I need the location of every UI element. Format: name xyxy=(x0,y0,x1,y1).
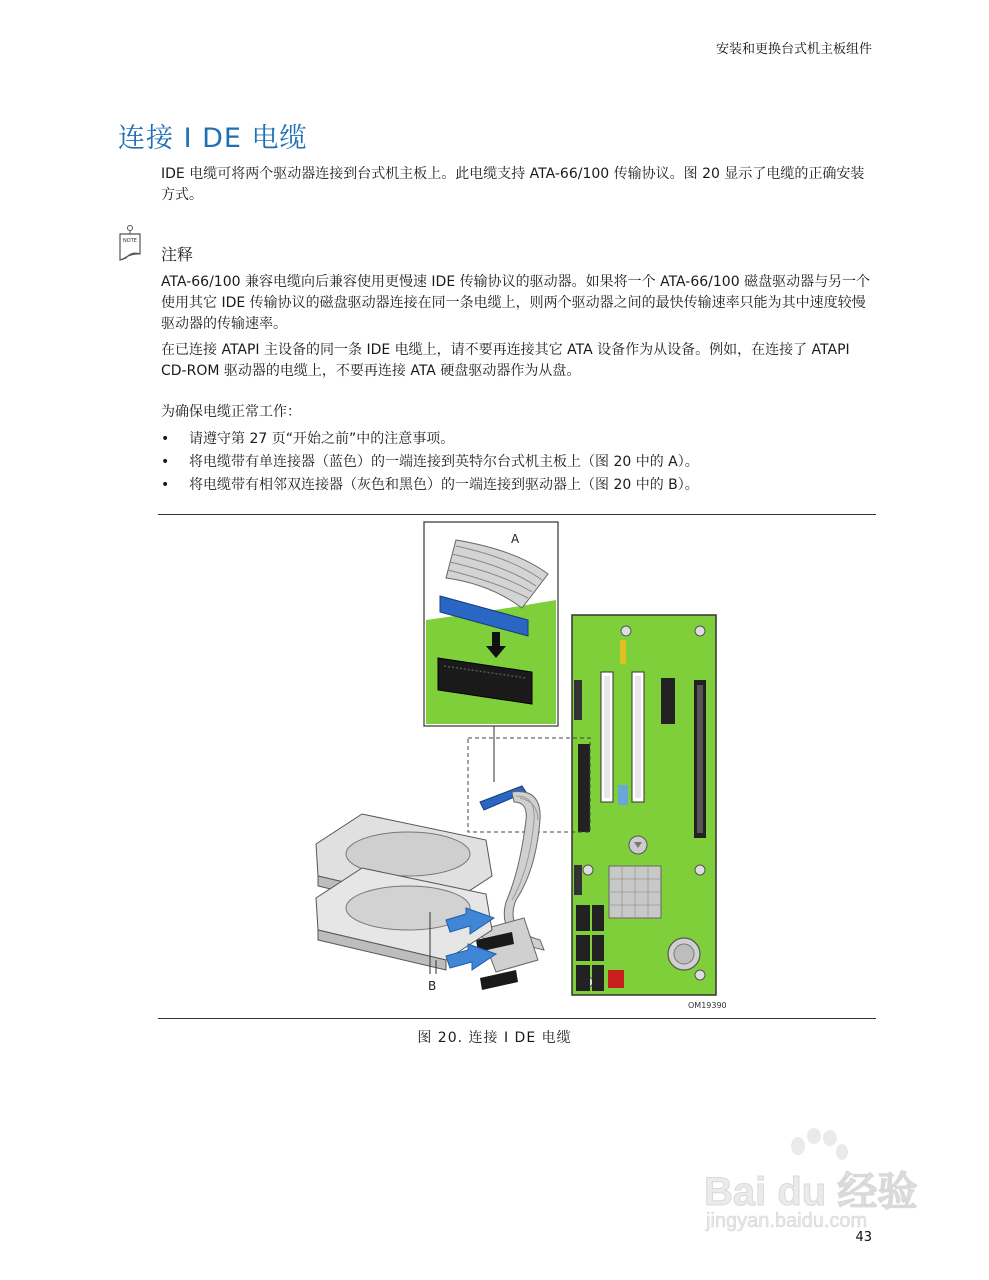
note-pad-icon xyxy=(116,224,146,264)
section-title: 连接 I DE 电缆 xyxy=(118,123,308,154)
zoom-inset xyxy=(424,522,558,726)
label-a: A xyxy=(511,532,520,546)
note-title: 注释 xyxy=(161,245,194,264)
baidu-watermark xyxy=(694,1128,934,1248)
part-number: OM19390 xyxy=(688,1001,727,1010)
running-header: 安装和更换台式机主板组件 xyxy=(715,42,872,57)
intro-paragraph: IDE 电缆可将两个驱动器连接到台式机主板上。此电缆支持 ATA-66/100 传输协议。图 20 显示了电缆的正确安装方式。 xyxy=(161,166,865,203)
page-number: 43 xyxy=(855,1230,872,1245)
note-paragraph-2: 在已连接 ATAPI 主设备的同一条 IDE 电缆上，请不要再连接其它 ATA 设备作为从设备。例如，在连接了 ATAPI CD-ROM 驱动器的电缆上，不要再连接 ATA 硬盘驱动器作为从盘。 xyxy=(161,342,850,379)
watermark-url: jingyan.baidu.com xyxy=(706,1210,868,1232)
watermark-brand: Bai du 经验 xyxy=(704,1170,918,1214)
figure-caption: 图 20. 连接 I DE 电缆 xyxy=(417,1030,572,1046)
note-icon-label: NOTE xyxy=(123,238,137,244)
hard-drives xyxy=(316,814,492,970)
figure-bottom-rule xyxy=(158,1018,876,1019)
label-b: B xyxy=(428,979,437,993)
motherboard xyxy=(572,615,727,1010)
list-item: • 将电缆带有相邻双连接器（灰色和黑色）的一端连接到驱动器上（图 20 中的 B）。 xyxy=(161,474,876,497)
figure-top-rule xyxy=(158,514,876,515)
steps-list xyxy=(161,428,876,497)
note-paragraph-1: ATA-66/100 兼容电缆向后兼容使用更慢速 IDE 传输协议的驱动器。如果将一个 ATA-66/100 磁盘驱动器与另一个使用其它 IDE 传输协议的磁盘驱动器连接在同一条电缆上，则两个驱动器之间的最快传输速率只能为其中速度较慢驱动器的传输速率。 xyxy=(161,274,871,332)
steps-intro: 为确保电缆正常工作： xyxy=(161,404,301,420)
ide-cable-illustration xyxy=(316,520,727,1014)
list-item: • 请遵守第 27 页“开始之前”中的注意事项。 xyxy=(161,428,876,451)
list-item: • 将电缆带有单连接器（蓝色）的一端连接到英特尔台式机主板上（图 20 中的 A）。 xyxy=(161,451,876,474)
